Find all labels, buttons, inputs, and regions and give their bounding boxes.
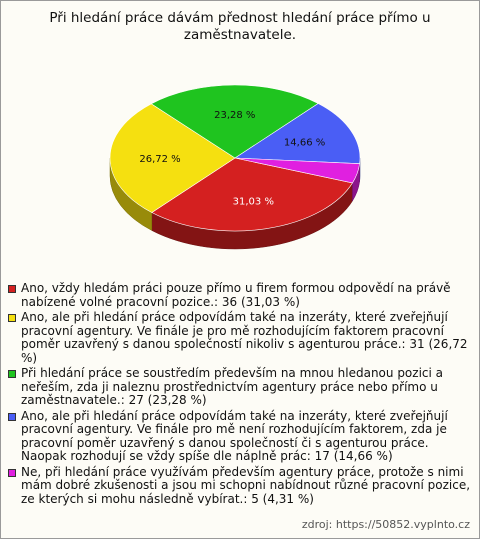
legend-label: Ano, ale při hledání práce odpovídám také na inzeráty, které zveřejňují pracovní agentury. Ve finále pro mě není rozhodujícím faktorem, zda je pracovní poměr uzavřený s danou společností či s agenturou práce. Naopak rozhodují se vždy spíše dle náplně prác: 17 (14,66 %) — [21, 408, 448, 463]
pie-slice-label-3: 23,28 % — [214, 110, 256, 122]
legend-swatch — [8, 314, 16, 322]
legend-item-1 — [8, 282, 472, 309]
legend-item-2 — [8, 311, 472, 365]
source-label: zdroj: https://50852.vyplnto.cz — [301, 518, 470, 531]
legend-swatch — [8, 469, 16, 477]
legend-label: Ano, vždy hledám práci pouze přímo u firem formou odpovědí na právě nabízené volné pracovní pozice.: 36 (31,03 %) — [21, 281, 451, 309]
legend-label: Ne, při hledání práce využívám především agentury práce, protože s nimi mám dobré zkušenosti a jsou mi schopni nabídnout různé pracovní pozice, ze kterých si mohu následně vybírat.: 5 (4,31 %) — [21, 464, 471, 506]
legend-item-5 — [8, 466, 472, 507]
legend-item-3 — [8, 367, 472, 408]
legend-item-4 — [8, 410, 472, 464]
legend-label: Ano, ale při hledání práce odpovídám také na inzeráty, které zveřejňují pracovní agentury. Ve finále je pro mě rozhodujícím faktorem pracovní poměr uzavřený s danou společností nikoliv s agenturou práce.: 31 (26,72 %) — [21, 310, 468, 365]
legend — [8, 282, 472, 508]
legend-label: Při hledání práce se soustředím především na mnou hledanou pozici a neřeším, zda ji naleznu prostřednictvím agentury práce nebo přímo u zaměstnavatele.: 27 (23,28 %) — [21, 366, 444, 407]
legend-swatch — [8, 413, 16, 421]
pie-slice-label-1: 31,03 % — [232, 196, 274, 208]
legend-swatch — [8, 285, 16, 293]
legend-swatch — [8, 370, 16, 378]
pie-slice-label-4: 14,66 % — [283, 137, 326, 149]
chart-title: Při hledání práce dávám přednost hledání práce přímo u zaměstnavatele. — [49, 10, 431, 43]
pie-slice-label-2: 26,72 % — [139, 154, 181, 166]
